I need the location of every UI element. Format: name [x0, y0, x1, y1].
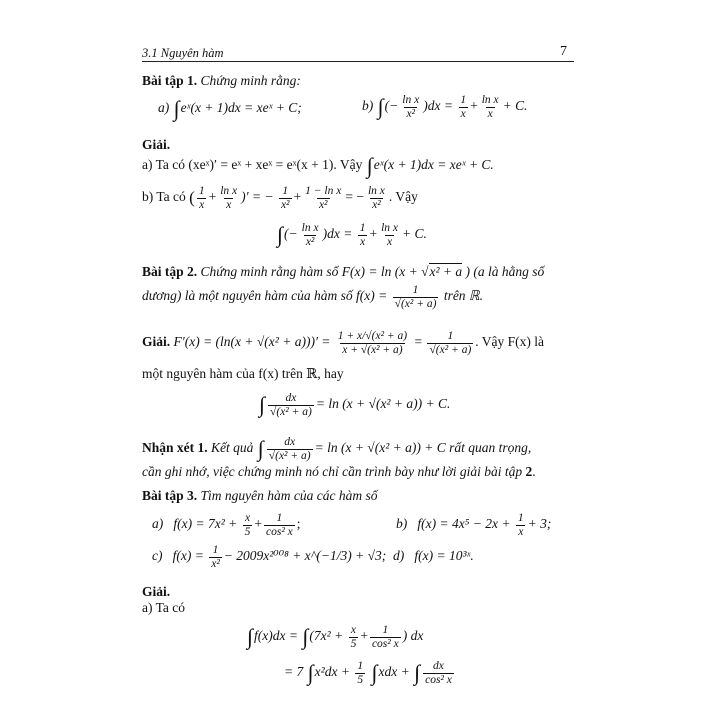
exercise-2-line-1	[142, 264, 544, 280]
text: . Vậy	[388, 189, 418, 205]
numerator: ln x	[402, 94, 420, 106]
numerator: ln x	[381, 222, 398, 234]
denominator: x	[360, 235, 366, 248]
numerator: 1	[447, 330, 454, 342]
fraction	[267, 436, 313, 462]
exercise-1-title: Bài tập 1.	[142, 73, 198, 88]
solution-3-display-1	[246, 624, 423, 650]
denominator: x	[226, 198, 232, 211]
numerator: 1	[212, 544, 219, 556]
fraction	[264, 512, 295, 538]
numerator: dx	[284, 436, 296, 448]
fraction	[279, 185, 292, 211]
formula-part: + C.	[502, 98, 528, 114]
numerator: 1	[460, 94, 467, 106]
remark-1-title: Nhận xét 1.	[142, 440, 208, 456]
integral-sign: ∫	[277, 222, 284, 248]
item-label: d)	[393, 548, 405, 564]
text: b) Ta có	[142, 189, 186, 205]
page-number: 7	[560, 44, 567, 59]
denominator: cos² x	[266, 525, 293, 538]
text: Kết quả	[211, 440, 254, 456]
fraction	[243, 512, 253, 538]
numerator: ln x	[481, 94, 499, 106]
formula-part: )dx =	[423, 98, 453, 114]
numerator: 1 + x/√(x² + a)	[337, 330, 408, 342]
reference: 2	[525, 464, 533, 479]
fraction	[400, 94, 421, 120]
section-header: 3.1 Nguyên hàm	[142, 46, 224, 60]
denominator: x	[460, 107, 466, 120]
formula-part: xdx +	[378, 664, 410, 680]
formula-part: (−	[284, 226, 298, 242]
denominator: 5	[357, 673, 364, 686]
numerator: 1 − ln x	[305, 185, 342, 197]
solution-3-title: Giải.	[142, 584, 171, 599]
operator: +	[360, 628, 368, 644]
denominator: cos² x	[425, 673, 452, 686]
denominator: x	[518, 525, 524, 538]
fraction	[197, 185, 207, 211]
integral-sign: ∫	[377, 94, 384, 120]
integral-sign: ∫	[307, 660, 314, 686]
integral-sign: ∫	[257, 436, 264, 462]
numerator: 1	[517, 512, 524, 524]
text: . Vậy F(x) là	[475, 334, 545, 350]
denominator: √(x² + a)	[394, 297, 437, 310]
formula-part: + 3;	[527, 516, 552, 532]
fraction	[358, 222, 368, 248]
exercise-3-item-c	[152, 544, 474, 570]
operator: +	[369, 226, 378, 242]
text: cần ghi nhớ, việc chứng minh nó chỉ cần trình bày như lời giải bài tập	[142, 464, 523, 479]
operator: +	[470, 98, 478, 114]
fraction	[480, 94, 501, 120]
formula-part: − 2009x²⁰⁰⁸ + x^(−1/3) + √3;	[223, 548, 387, 564]
numerator: 1	[282, 185, 289, 197]
denominator: x + √(x² + a)	[342, 343, 403, 356]
remark-1-line-1	[142, 436, 531, 462]
formula-part: f(x) = 4x⁵ − 2x +	[417, 516, 511, 532]
solution-3-intro: a) Ta có	[142, 600, 186, 615]
solution-2-display	[258, 392, 450, 418]
fraction	[303, 185, 343, 211]
operator: = −	[345, 189, 364, 205]
formula-part: (−	[384, 98, 399, 114]
text: ;	[296, 516, 301, 532]
operator: +	[254, 516, 262, 532]
formula-part: f(x)dx =	[254, 628, 298, 644]
fraction	[336, 330, 409, 356]
numerator: 1	[382, 624, 389, 636]
fraction	[349, 624, 359, 650]
integral-sign: ∫	[302, 624, 309, 650]
fraction	[370, 624, 401, 650]
denominator: x²	[406, 107, 416, 120]
solution-1-display	[276, 222, 427, 248]
denominator: x	[199, 198, 205, 211]
item-label: a)	[152, 516, 164, 532]
numerator: x	[350, 624, 356, 636]
numerator: 1	[359, 222, 366, 234]
exercise-3-title: Bài tập 3.	[142, 488, 198, 503]
solution-1-part-b	[142, 185, 418, 211]
denominator: √(x² + a)	[270, 405, 312, 418]
numerator: 1	[198, 185, 205, 197]
formula-part: F′(x) = (ln(x + √(x² + a)))′ =	[173, 334, 331, 350]
numerator: 1	[357, 660, 364, 672]
fraction	[209, 544, 222, 570]
solution-2-line-1	[142, 330, 544, 356]
fraction	[218, 185, 239, 211]
integral-sign: ∫	[173, 96, 180, 121]
formula-part: f(x) = 7x² +	[173, 516, 238, 532]
formula-part: f(x) = 10³ˣ.	[414, 548, 474, 564]
solution-1-title: Giải.	[142, 137, 171, 152]
formula: eˣ(x + 1)dx = xeˣ + C;	[180, 100, 302, 116]
formula-part: f(x) =	[172, 548, 204, 564]
formula-part: = ln (x + √(x² + a)) + C.	[315, 396, 451, 412]
denominator: √(x² + a)	[429, 343, 472, 356]
denominator: x²	[280, 198, 290, 211]
integral-sign: ∫	[371, 660, 378, 686]
numerator: 1	[412, 284, 419, 296]
denominator: 5	[350, 637, 357, 650]
text: .	[532, 464, 536, 479]
exercise-3-heading	[142, 488, 378, 504]
fraction	[300, 222, 321, 248]
exercise-1-item-b	[362, 94, 528, 120]
fraction	[268, 392, 314, 418]
formula-part: )dx =	[322, 226, 353, 242]
formula-part: (7x² +	[309, 628, 344, 644]
exercise-1-item-a	[158, 98, 302, 120]
solution-1-part-a	[142, 155, 494, 177]
exercise-1-prompt: Chứng minh rằng:	[200, 73, 301, 88]
fraction	[458, 94, 468, 120]
fraction	[393, 284, 439, 310]
text: trên ℝ.	[443, 288, 484, 304]
denominator: x²	[318, 198, 328, 211]
exercise-2-line-2	[142, 284, 483, 310]
denominator: x²	[372, 198, 381, 211]
formula: eˣ(x + 1)dx = xeˣ + C.	[373, 157, 494, 173]
numerator: ln x	[301, 222, 319, 234]
fraction	[379, 222, 400, 248]
text: dương) là một nguyên hàm của hàm số f(x) =	[142, 288, 388, 304]
paren: (	[189, 188, 195, 208]
exercise-3-item-b	[396, 512, 551, 538]
numerator: 1	[276, 512, 283, 524]
item-label: b)	[396, 516, 408, 532]
formula-part: + C.	[402, 226, 427, 242]
item-label: b)	[362, 98, 374, 114]
solution-3-display-2	[284, 660, 456, 686]
formula-part: x²dx +	[314, 664, 350, 680]
solution-2-title: Giải.	[142, 334, 171, 350]
sqrt-sign: √	[421, 264, 429, 279]
text: = ln (x + √(x² + a)) + C rất quan trọng,	[314, 440, 532, 456]
fraction	[516, 512, 526, 538]
fraction	[423, 660, 454, 686]
exercise-2-title: Bài tập 2.	[142, 264, 198, 279]
operator: +	[293, 189, 302, 205]
denominator: √(x² + a)	[268, 449, 311, 462]
radicand: x² + a	[429, 264, 463, 279]
text: a) Ta có (xeˣ)′ = eˣ + xeˣ = eˣ(x + 1). Vậy	[142, 157, 363, 173]
fraction	[355, 660, 365, 686]
numerator: dx	[285, 392, 297, 404]
header-rule	[142, 61, 574, 62]
formula-part: = 7	[284, 664, 304, 680]
denominator: x²	[305, 235, 315, 248]
operator: +	[208, 189, 217, 205]
exercise-3-item-a	[152, 512, 301, 538]
solution-2-line-2: một nguyên hàm của f(x) trên ℝ, hay	[142, 366, 344, 381]
denominator: x	[487, 107, 493, 120]
numerator: ln x	[367, 185, 385, 197]
formula-part: ) dx	[402, 628, 424, 644]
item-label: c)	[152, 548, 163, 564]
formula-part: )′ = −	[241, 189, 274, 205]
integral-sign: ∫	[366, 153, 373, 178]
denominator: 5	[244, 525, 251, 538]
denominator: x²	[211, 557, 220, 570]
integral-sign: ∫	[259, 392, 266, 418]
fraction	[366, 185, 387, 211]
integral-sign: ∫	[414, 660, 421, 686]
item-label: a)	[158, 100, 170, 116]
denominator: x	[386, 235, 393, 248]
numerator: dx	[433, 660, 444, 672]
fraction	[427, 330, 473, 356]
text: ) (a là hằng số	[465, 264, 545, 279]
numerator: x	[244, 512, 251, 524]
integral-sign: ∫	[247, 624, 254, 650]
operator: =	[414, 334, 423, 350]
text: Chứng minh rằng hàm số F(x) = ln (x +	[200, 264, 418, 279]
exercise-1-heading	[142, 73, 301, 89]
text: Tìm nguyên hàm của các hàm số	[200, 488, 378, 503]
denominator: cos² x	[371, 637, 399, 650]
remark-1-line-2	[142, 464, 536, 480]
numerator: ln x	[220, 185, 238, 197]
